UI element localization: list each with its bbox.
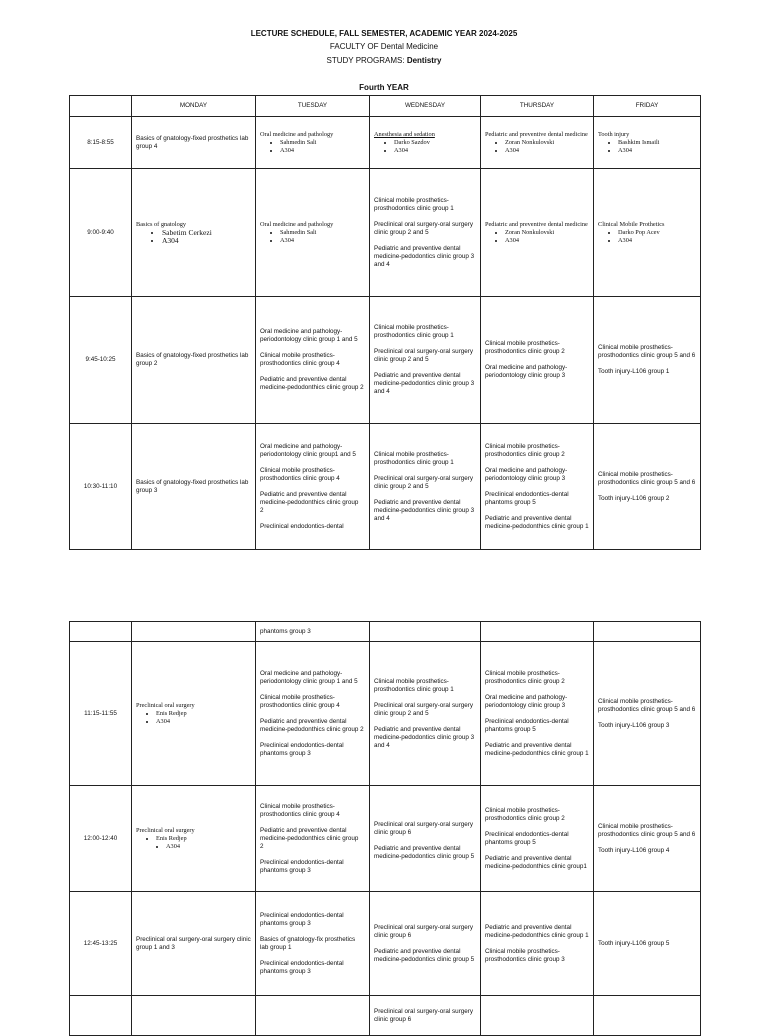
table-row (70, 642, 701, 786)
cell-mon: Basics of gnatology-fixed prosthetics lab group 2 (132, 297, 256, 424)
time-slot (70, 996, 132, 1036)
time-slot: 10:30-11:10 (70, 424, 132, 550)
day-wednesday: WEDNESDAY (370, 96, 481, 117)
cell-fri: Tooth injury-L106 group 5 (594, 892, 701, 996)
cell-tue: phantoms group 3 (256, 622, 370, 642)
cell-thu (481, 622, 594, 642)
day-monday: MONDAY (132, 96, 256, 117)
cell-fri: Tooth injury • Bashkim Ismaili • A304 (594, 117, 701, 169)
cell-wed: Anesthesia and sedation • Darko Sazdov • A304 (370, 117, 481, 169)
cell-wed: Preclinical oral surgery-oral surgery clinic group 6 Pediatric and preventive dental medicine-pedodontics clinic group 5 (370, 786, 481, 892)
cell-wed: Clinical mobile prosthetics-prosthodontics clinic group 1 Preclinical oral surgery-oral surgery clinic group 2 and 5 Pediatric and preventive dental medicine-pedodontics clinic group 3 and 4 (370, 169, 481, 297)
cell-wed: Clinical mobile prosthetics-prosthodontics clinic group 1 Preclinical oral surgery-oral surgery clinic group 2 and 5 Pediatric and preventive dental medicine-pedodontics clinic group 3 and 4 (370, 297, 481, 424)
cell-mon (132, 996, 256, 1036)
cell-tue: Oral medicine and pathology-periodontology clinic group 1 and 5 Clinical mobile prosthetics-prosthodontics clinic group 4 Pediatric and preventive dental medicine-pedodonthics clinic group 2 Preclinical endodontics-dental phantoms group 3 (256, 642, 370, 786)
day-thursday: THURSDAY (481, 96, 594, 117)
cell-tue: Oral medicine and pathology-periodontology clinic group1 and 5 Clinical mobile prosthetics-prosthodontics clinic group 4 Pediatric and preventive dental medicine-pedodonthics clinic group 2 Preclinical endodontics-dental (256, 424, 370, 550)
cell-mon (132, 622, 256, 642)
cell-tue: Preclinical endodontics-dental phantoms group 3 Basics of gnatology-fix prosthetics lab group 1 Preclinical endodontics-dental phantoms group 3 (256, 892, 370, 996)
cell-mon: Basics of gnatology-fixed prosthetics lab group 4 (132, 117, 256, 169)
study-programs-line: STUDY PROGRAMS: Dentistry (326, 56, 442, 65)
document-title: LECTURE SCHEDULE, FALL SEMESTER, ACADEMIC YEAR 2024-2025 (250, 29, 518, 38)
cell-tue: Oral medicine and pathology • Sahmedin Sali • A304 (256, 169, 370, 297)
cell-fri (594, 996, 701, 1036)
cell-tue: Oral medicine and pathology • Sahmedin Sali • A304 (256, 117, 370, 169)
time-slot: 12:45-13:25 (70, 892, 132, 996)
corner-cell (70, 96, 132, 117)
cell-thu: Pediatric and preventive dental medicine • Zoran Nonkulovski • A304 (481, 169, 594, 297)
time-slot: 8:15-8:55 (70, 117, 132, 169)
cell-wed: Preclinical oral surgery-oral surgery clinic group 6 (370, 996, 481, 1036)
cell-fri: Clinical Mobile Prothetics • Darko Pop Acev • A304 (594, 169, 701, 297)
cell-wed: Preclinical oral surgery-oral surgery clinic group 6 Pediatric and preventive dental medicine-pedodontics clinic group 5 (370, 892, 481, 996)
cell-mon: Preclinical oral surgery • Enis Redjep • A304 (132, 642, 256, 786)
table-row (70, 424, 701, 550)
cell-tue: Clinical mobile prosthetics-prosthodontics clinic group 4 Pediatric and preventive dental medicine-pedodonthics clinic group 2 Preclinical endodontics-dental phantoms group 3 (256, 786, 370, 892)
cell-thu: Pediatric and preventive dental medicine • Zoran Nonkulovski • A304 (481, 117, 594, 169)
time-slot: 9:00-9:40 (70, 169, 132, 297)
table-row (70, 117, 701, 169)
table-row (70, 297, 701, 424)
cell-thu: Clinical mobile prosthetics-prosthodontics clinic group 2 Oral medicine and pathology-periodontology clinic group 3 Preclinical endodontics-dental phantoms group 5 Pediatric and preventive dental medicine-pedodonthics clinic group 1 (481, 642, 594, 786)
schedule-table-page2 (69, 621, 701, 1036)
cell-fri: Clinical mobile prosthetics-prosthodontics clinic group 5 and 6 Tooth injury-L106 group 1 (594, 297, 701, 424)
schedule-table-page1 (69, 95, 701, 550)
cell-mon: Preclinical oral surgery-oral surgery clinic group 1 and 3 (132, 892, 256, 996)
time-slot: 11:15-11:55 (70, 642, 132, 786)
cell-wed: Clinical mobile prosthetics-prosthodontics clinic group 1 Preclinical oral surgery-oral surgery clinic group 2 and 5 Pediatric and preventive dental medicine-pedodontics clinic group 3 and 4 (370, 424, 481, 550)
faculty-line: FACULTY OF Dental Medicine (329, 42, 439, 51)
cell-fri (594, 622, 701, 642)
cell-fri: Clinical mobile prosthetics-prosthodontics clinic group 5 and 6 Tooth injury-L106 group 4 (594, 786, 701, 892)
cell-thu: Clinical mobile prosthetics-prosthodontics clinic group 2 Oral medicine and pathology-periodontology clinic group 3 (481, 297, 594, 424)
cell-mon: Preclinical oral surgery • Enis Redjep • A304 (132, 786, 256, 892)
cell-tue (256, 996, 370, 1036)
cell-wed (370, 622, 481, 642)
cell-wed: Clinical mobile prosthetics-prosthodontics clinic group 1 Preclinical oral surgery-oral surgery clinic group 2 and 5 Pediatric and preventive dental medicine-pedodontics clinic group 3 and 4 (370, 642, 481, 786)
year-label: Fourth YEAR (359, 83, 409, 92)
cell-mon: Basics of gnatology-fixed prosthetics lab group 3 (132, 424, 256, 550)
cell-fri: Clinical mobile prosthetics-prosthodontics clinic group 5 and 6 Tooth injury-L106 group 3 (594, 642, 701, 786)
day-header-row (70, 96, 701, 117)
table-row (70, 786, 701, 892)
day-friday: FRIDAY (594, 96, 701, 117)
table-row (70, 892, 701, 996)
cell-thu: Pediatric and preventive dental medicine-pedodonthics clinic group 1 Clinical mobile prosthetics-prosthodontics clinic group 3 (481, 892, 594, 996)
cell-thu (481, 996, 594, 1036)
cell-thu: Clinical mobile prosthetics-prosthodontics clinic group 2 Preclinical endodontics-dental phantoms group 5 Pediatric and preventive dental medicine-pedodonthics clinic group1 (481, 786, 594, 892)
day-tuesday: TUESDAY (256, 96, 370, 117)
cell-mon: Basics of gnatology • Sabetim Cerkezi • A304 (132, 169, 256, 297)
time-slot: 9:45-10:25 (70, 297, 132, 424)
table-row (70, 622, 701, 642)
time-slot: 12:00-12:40 (70, 786, 132, 892)
cell-tue: Oral medicine and pathology-periodontology clinic group 1 and 5 Clinical mobile prosthetics-prosthodontics clinic group 4 Pediatric and preventive dental medicine-pedodonthics clinic group 2 (256, 297, 370, 424)
cell-fri: Clinical mobile prosthetics-prosthodontics clinic group 5 and 6 Tooth injury-L106 group 2 (594, 424, 701, 550)
time-slot (70, 622, 132, 642)
table-row (70, 996, 701, 1036)
cell-thu: Clinical mobile prosthetics-prosthodontics clinic group 2 Oral medicine and pathology-periodontology clinic group 3 Preclinical endodontics-dental phantoms group 5 Pediatric and preventive dental medicine-pedodonthics clinic group 1 (481, 424, 594, 550)
table-row (70, 169, 701, 297)
